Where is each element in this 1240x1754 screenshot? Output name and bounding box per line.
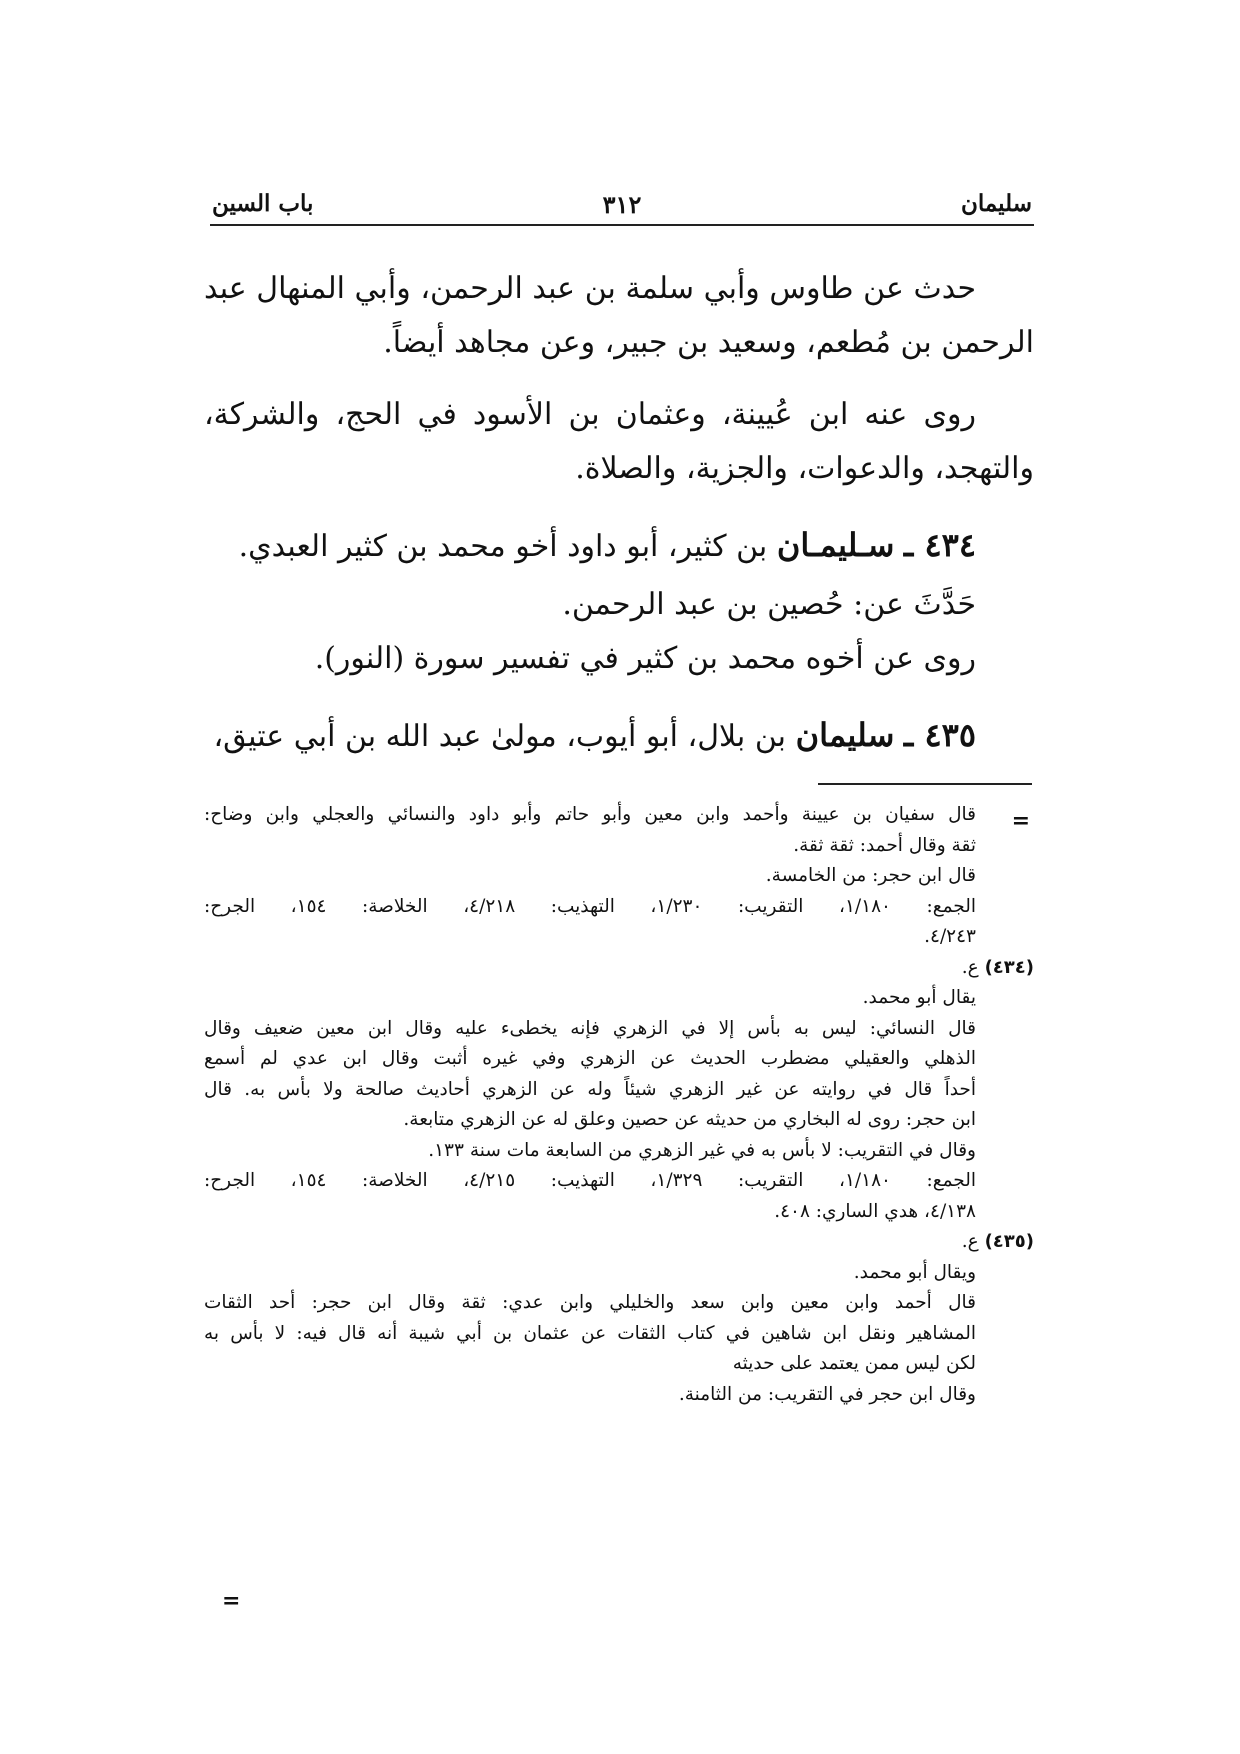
footnote-line: لكن ليس ممن يعتمد على حديثه [732, 1353, 976, 1374]
main-line: روى عنه ابن عُيينة، وعثمان بن الأسود في الحج، والشركة، [204, 397, 976, 432]
main-line: والتهجد، والدعوات، والجزية، والصلاة. [575, 451, 1034, 486]
footnote-line: ابن حجر: روى له البخاري من حديثه عن حصين وعلق له عن الزهري متابعة. [403, 1109, 976, 1130]
main-paragraphs [204, 262, 1034, 518]
footnote-line: قال النسائي: ليس به بأس إلا في الزهري فإنه يخطىء عليه وقال ابن معين ضعيف وقال [204, 1017, 976, 1039]
footnote-434-head: ع. [961, 956, 979, 978]
spacer [204, 496, 1034, 518]
spacer [204, 686, 1034, 708]
entry-435-name: سليمان [795, 716, 895, 754]
footnote-line: الجمع: ١/١٨٠، التقريب: ١/٣٢٩، التهذيب: ٤/٢١٥، الخلاصة: ١٥٤، الجرح: [204, 1170, 977, 1191]
entry-434-number: ٤٣٤ ـ [903, 526, 976, 564]
entry-435-description: بن بلال، أبو أيوب، مولىٰ عبد الله بن أبي عتيق، [213, 719, 787, 754]
header-chapter-name: باب السين [212, 190, 314, 217]
footnote-line: قال أحمد وابن معين وابن سعد والخليلي وابن عدي: ثقة وقال ابن حجر: أحد الثقات [204, 1292, 976, 1313]
entry-434-description: بن كثير، أبو داود أخو محمد بن كثير العبدي. [238, 529, 768, 564]
footnote-line: وقال ابن حجر في التقريب: من الثامنة. [678, 1383, 976, 1405]
entry-435-number: ٤٣٥ ـ [903, 716, 976, 754]
entry-435-heading [204, 708, 1034, 762]
entry-434-heading [204, 518, 1034, 572]
footnote-435-head: ع. [961, 1231, 979, 1252]
footnote-line: ثقة وقال أحمد: ثقة ثقة. [793, 834, 976, 856]
footnote-continued [204, 800, 1034, 953]
footnote-line: قال سفيان بن عيينة وأحمد وابن معين وأبو حاتم وأبو داود والنسائي والعجلي وابن وضاح: [204, 804, 976, 825]
footnote-434 [204, 983, 1034, 1227]
header-section-name: سليمان [960, 190, 1032, 217]
footnote-line: ٤/١٣٨، هدي الساري: ٤٠٨. [774, 1200, 976, 1222]
page-number: ٣١٢ [602, 190, 642, 219]
footnote-separator [818, 783, 1032, 785]
footnote-line: الذهلي والعقيلي مضطرب الحديث عن الزهري وفي غيره أثبت وقال ابن عدي لم أسمع [204, 1048, 976, 1069]
footnote-line: قال ابن حجر: من الخامسة. [765, 865, 976, 886]
main-line: حدث عن طاوس وأبي سلمة بن عبد الرحمن، وأبي المنهال عبد [204, 271, 976, 306]
footnote-434-marker-line [204, 953, 1034, 984]
footnote-line: ويقال أبو محمد. [853, 1261, 976, 1283]
footnote-434-marker: (٤٣٤) [984, 956, 1034, 978]
footnote-435-marker: (٤٣٥) [984, 1231, 1034, 1252]
spacer [204, 370, 1034, 388]
footnote-line: المشاهير ونقل ابن شاهين في كتاب الثقات عن عثمان بن أبي شيبة أنه قال فيه: لا بأس به [204, 1322, 976, 1344]
footnote-435 [204, 1258, 1034, 1411]
continuation-mark-top: = [1011, 808, 1030, 834]
main-line: الرحمن بن مُطعم، وسعيد بن جبير، وعن مجاهد أيضاً. [383, 325, 1034, 360]
continuation-mark-bottom: = [222, 1588, 241, 1614]
footnote-435-marker-line [204, 1227, 1034, 1258]
entry-434-narrated-by: روى عن أخوه محمد بن كثير في تفسير سورة (النور). [314, 641, 976, 676]
entry-434-name: سـليمـان [776, 526, 895, 564]
footnote-line: ٤/٢٤٣. [924, 926, 976, 947]
footnotes [204, 800, 1034, 1410]
footnote-line: أحداً قال في روايته عن غير الزهري شيئاً وله عن الزهري أحاديث صالحة ولا بأس به. قال [204, 1078, 976, 1100]
main-text [204, 262, 1034, 762]
footnote-line: وقال في التقريب: لا بأس به في غير الزهري من السابعة مات سنة ١٣٣. [428, 1139, 976, 1161]
footnote-line: يقال أبو محمد. [862, 987, 976, 1008]
footnote-line: الجمع: ١/١٨٠، التقريب: ١/٢٣٠، التهذيب: ٤/٢١٨، الخلاصة: ١٥٤، الجرح: [204, 895, 977, 917]
entry-434-narrated-from: حَدَّثَ عن: حُصين بن عبد الرحمن. [562, 587, 976, 622]
header-rule [210, 224, 1034, 226]
